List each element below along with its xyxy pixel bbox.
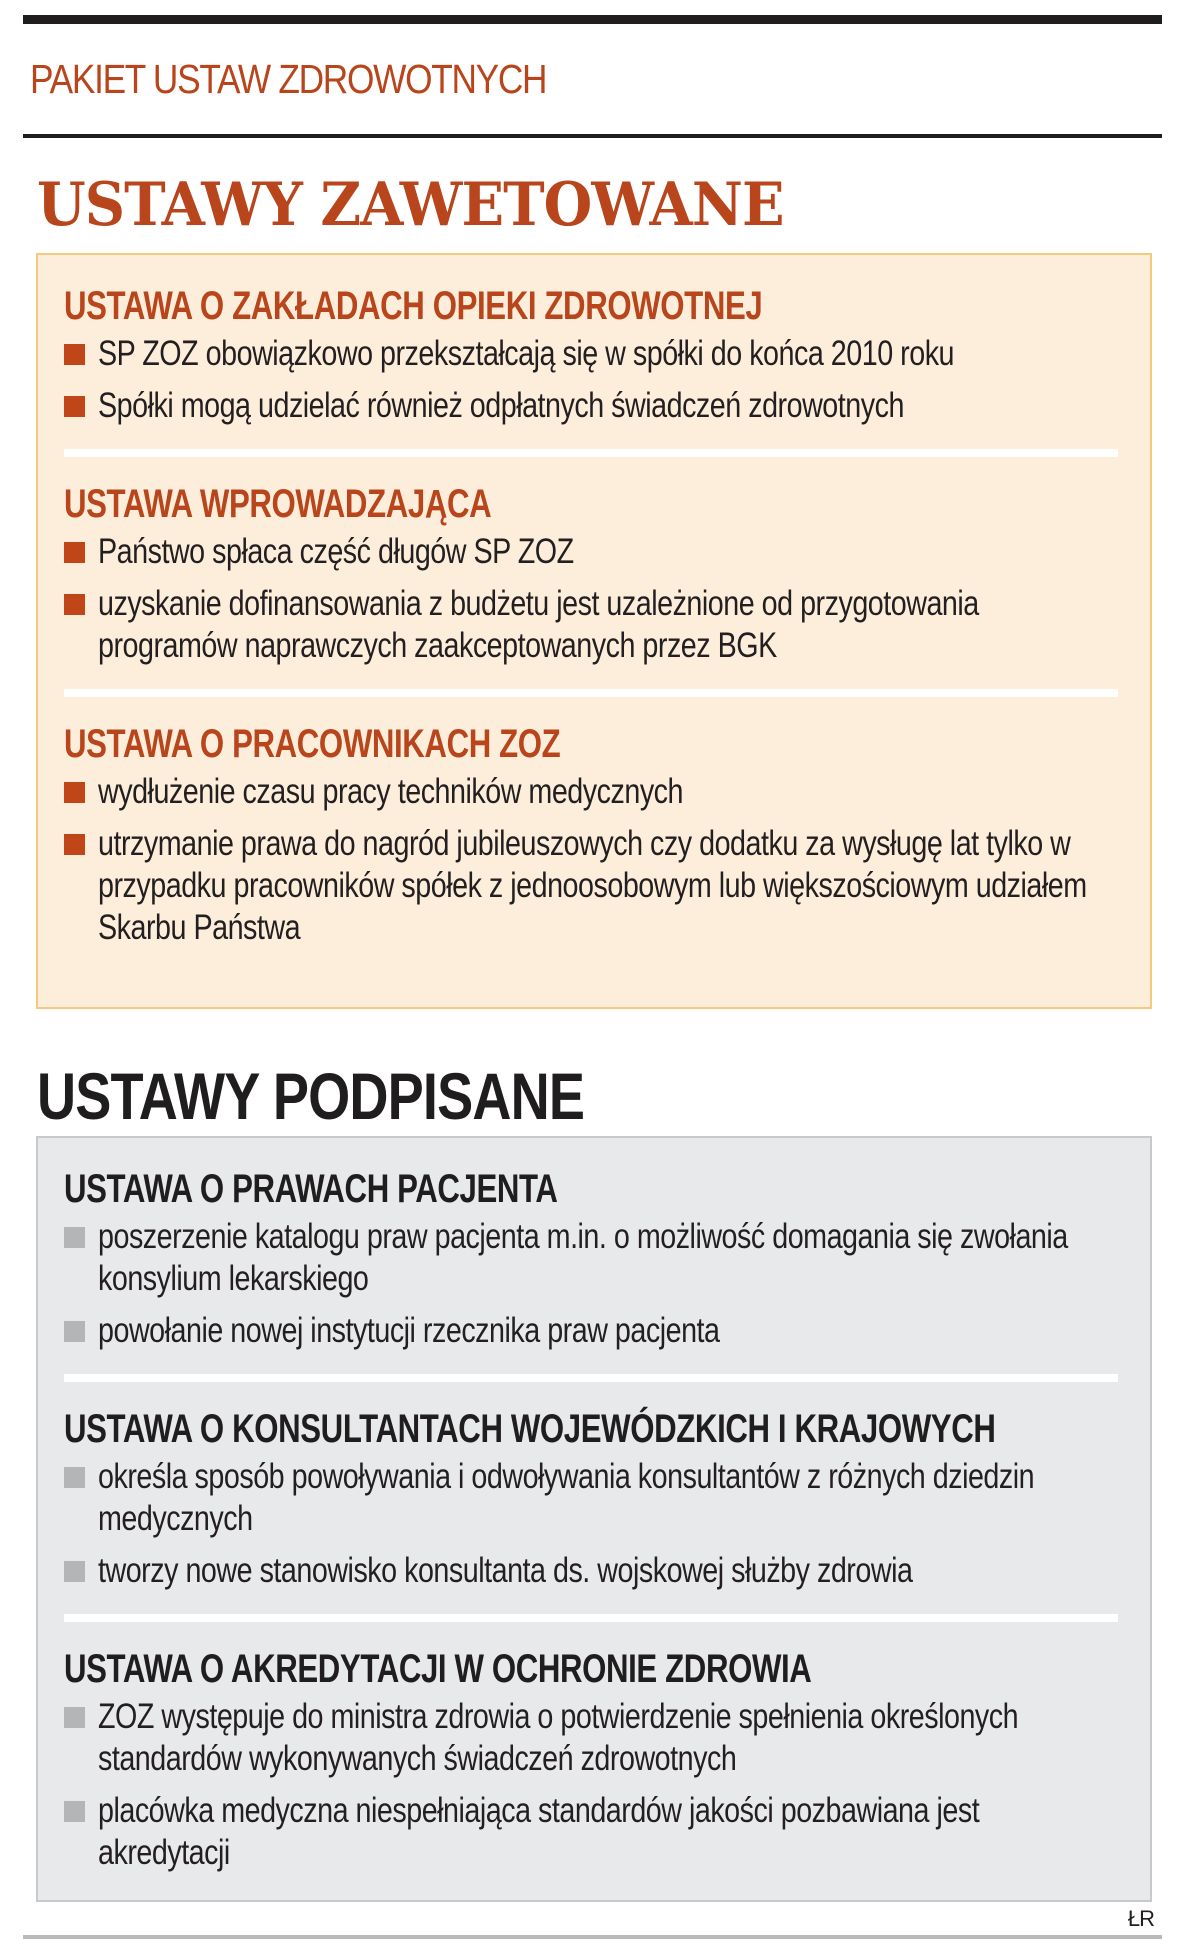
square-bullet-icon bbox=[64, 1467, 85, 1488]
item-text: poszerzenie katalogu praw pacjenta m.in. o możliwość domagania się zwołania konsylium lekarskiego bbox=[98, 1217, 1068, 1298]
list-item bbox=[64, 1550, 1124, 1592]
item-text: powołanie nowej instytucji rzecznika praw pacjenta bbox=[98, 1311, 720, 1350]
item-text: ZOZ występuje do ministra zdrowia o potwierdzenie spełnienia określonych standardów wykonywanych świadczeń zdrowotnych bbox=[98, 1697, 1019, 1778]
divider bbox=[64, 1614, 1118, 1622]
item-text: tworzy nowe stanowisko konsultanta ds. wojskowej służby zdrowia bbox=[98, 1551, 913, 1590]
signed-section-title: USTAWY PODPISANE bbox=[37, 1059, 585, 1133]
law-title: USTAWA O KONSULTANTACH WOJEWÓDZKICH I KRAJOWYCH bbox=[64, 1407, 996, 1451]
list-item bbox=[64, 771, 1124, 813]
list-item bbox=[64, 1696, 1124, 1780]
vetoed-laws-box bbox=[36, 253, 1152, 1009]
law-block bbox=[64, 1646, 1124, 1874]
square-bullet-icon bbox=[64, 1561, 85, 1582]
square-bullet-icon bbox=[64, 1801, 85, 1822]
item-text: Spółki mogą udzielać również odpłatnych świadczeń zdrowotnych bbox=[98, 386, 904, 425]
law-title: USTAWA O ZAKŁADACH OPIEKI ZDROWOTNEJ bbox=[64, 284, 763, 328]
law-block bbox=[64, 481, 1124, 667]
item-text: placówka medyczna niespełniająca standardów jakości pozbawiana jest akredytacji bbox=[98, 1791, 980, 1872]
law-title: USTAWA O AKREDYTACJI W OCHRONIE ZDROWIA bbox=[64, 1647, 812, 1691]
law-items bbox=[64, 531, 1124, 667]
square-bullet-icon bbox=[64, 542, 85, 563]
law-title: USTAWA WPROWADZAJĄCA bbox=[64, 482, 492, 526]
list-item bbox=[64, 1456, 1124, 1540]
item-text: Państwo spłaca część długów SP ZOZ bbox=[98, 532, 574, 571]
list-item bbox=[64, 1790, 1124, 1874]
list-item bbox=[64, 333, 1124, 375]
divider bbox=[64, 689, 1118, 697]
law-block bbox=[64, 1166, 1124, 1352]
law-block bbox=[64, 1406, 1124, 1592]
square-bullet-icon bbox=[64, 344, 85, 365]
vetoed-section-title: USTAWY ZAWETOWANE bbox=[37, 170, 784, 240]
list-item bbox=[64, 531, 1124, 573]
square-bullet-icon bbox=[64, 782, 85, 803]
item-text: utrzymanie prawa do nagród jubileuszowych czy dodatku za wysługę lat tylko w przypadku pracowników spółek z jednoosobowym lub większościowym udziałem Skarbu Państwa bbox=[98, 824, 1087, 947]
law-items bbox=[64, 1216, 1124, 1352]
divider bbox=[64, 1374, 1118, 1382]
law-title: USTAWA O PRAWACH PACJENTA bbox=[64, 1167, 558, 1211]
square-bullet-icon bbox=[64, 1321, 85, 1342]
top-rule bbox=[23, 15, 1162, 24]
law-block bbox=[64, 721, 1124, 949]
law-block bbox=[64, 283, 1124, 427]
square-bullet-icon bbox=[64, 834, 85, 855]
law-items bbox=[64, 1696, 1124, 1874]
list-item bbox=[64, 1216, 1124, 1300]
square-bullet-icon bbox=[64, 594, 85, 615]
list-item bbox=[64, 823, 1124, 949]
square-bullet-icon bbox=[64, 1707, 85, 1728]
square-bullet-icon bbox=[64, 1227, 85, 1248]
header-rule bbox=[23, 134, 1162, 138]
item-text: wydłużenie czasu pracy techników medycznych bbox=[98, 772, 684, 811]
square-bullet-icon bbox=[64, 396, 85, 417]
item-text: określa sposób powoływania i odwoływania konsultantów z różnych dziedzin medycznych bbox=[98, 1457, 1035, 1538]
law-items bbox=[64, 1456, 1124, 1592]
item-text: SP ZOZ obowiązkowo przekształcają się w spółki do końca 2010 roku bbox=[98, 334, 955, 373]
law-title: USTAWA O PRACOWNIKACH ZOZ bbox=[64, 722, 561, 766]
divider bbox=[64, 449, 1118, 457]
list-item bbox=[64, 583, 1124, 667]
item-text: uzyskanie dofinansowania z budżetu jest uzależnione od przygotowania programów naprawczych zaakceptowanych przez BGK bbox=[98, 584, 979, 665]
law-items bbox=[64, 771, 1124, 949]
bottom-rule bbox=[23, 1935, 1162, 1939]
list-item bbox=[64, 385, 1124, 427]
list-item bbox=[64, 1310, 1124, 1352]
author-credit: ŁR bbox=[1127, 1906, 1154, 1931]
law-items bbox=[64, 333, 1124, 427]
signed-laws-box bbox=[36, 1136, 1152, 1902]
kicker-title: PAKIET USTAW ZDROWOTNYCH bbox=[30, 56, 547, 102]
